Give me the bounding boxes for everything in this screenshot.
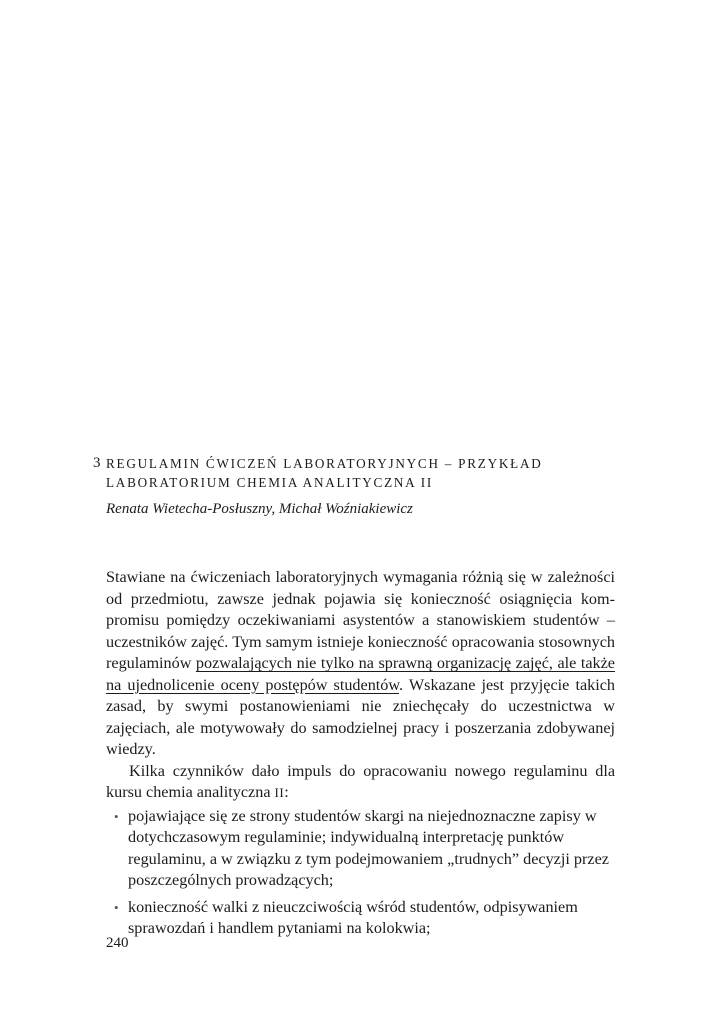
chapter-number: 3: [93, 455, 101, 471]
course-roman-numeral: II: [274, 785, 285, 800]
page-number: 240: [106, 935, 129, 951]
list-item: [106, 806, 615, 892]
list-item-text: konieczność walki z nieuczciwością wśród studentów, odpisywaniem sprawozdań i handlem pytaniami na kolokwia;: [128, 897, 578, 937]
paragraph-1: [106, 567, 615, 761]
paragraph-1-text-end: . Wskazane jest przyjęcie takich zasad, by swymi postanowieniami nie zniechęcały do uczestnictwa w zajęciach, ale motywowały do samodzielnej pracy i poszerzania zdobywanej wiedzy.: [106, 675, 615, 758]
paragraph-2-text: Kilka czynników dało impuls do opracowaniu nowego regulaminu dla kursu chemia analityczna: [106, 761, 615, 801]
authors: Renata Wietecha-Posłuszny, Michał Woźniakiewicz: [106, 501, 413, 517]
bullet-icon: •: [114, 808, 119, 824]
list-item-text: pojawiające się ze strony studentów skargi na niejednoznaczne zapisy w dotychczasowym regulaminie; indywidualną interpretację punktów regulaminu, a w związku z tym podejmowaniem „trudnych” decyzji przez poszczególnych prowadzących;: [128, 806, 609, 889]
paragraph-2: [106, 761, 615, 804]
paragraph-1-text: Stawiane na ćwiczeniach laboratoryjnych wymagania różnią się w zależności od przedmiotu, zawsze jednak pojawia się konieczność osiągnięcia kompromisu pomiędzy oczekiwaniami asystentów a stanowiskiem studentów – uczestników zajęć. Tym samym istnieje konieczność opracowania stosownych regulaminów: [106, 568, 615, 672]
chapter-title-line-1: REGULAMIN ĆWICZEŃ LABORATORYJNYCH – PRZYKŁAD: [106, 456, 543, 471]
chapter-title-line-2: LABORATORIUM CHEMIA ANALITYCZNA II: [106, 475, 434, 490]
underlined-text: pozwalających nie tylko na sprawną organizację zajęć, ale także na ujednolicenie oceny postępów studentów: [106, 654, 615, 694]
bullet-icon: •: [114, 899, 119, 915]
bullet-list: [106, 806, 615, 940]
body-text: [106, 567, 615, 945]
paragraph-2-end: :: [284, 783, 289, 801]
list-item: [106, 897, 615, 940]
